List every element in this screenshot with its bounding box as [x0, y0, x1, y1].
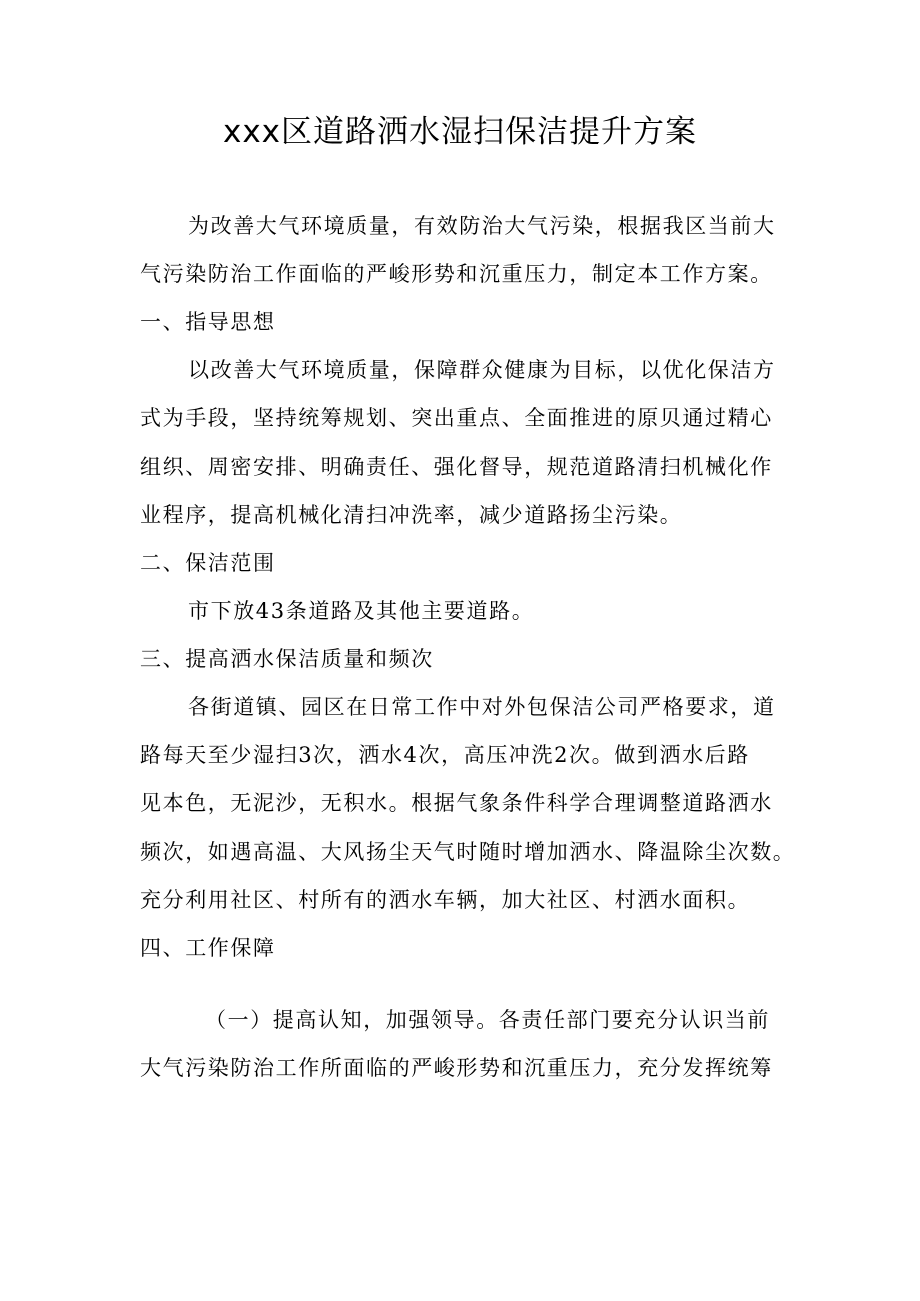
- paragraph-line: 充分利用社区、村所有的洒水车辆，加大社区、村洒水面积。: [140, 888, 751, 912]
- section-heading: 一、指导思想: [140, 310, 276, 334]
- paragraph-line: 式为手段，坚持统筹规划、突出重点、全面推进的原贝通过精心: [140, 406, 773, 430]
- paragraph-line: 为改善大气环境质量，有效防治大气污染，根据我区当前大: [188, 214, 776, 238]
- paragraph-line: 以改善大气环境质量，保障群众健康为目标，以优化保洁方: [188, 358, 776, 382]
- paragraph-line: 业程序，提高机械化清扫冲洗率，减少道路扬尘污染。: [140, 503, 683, 527]
- paragraph-line: 大气污染防治工作所面临的严峻形势和沉重压力，充分发挥统筹: [140, 1056, 773, 1080]
- paragraph-line: 频次，如遇高温、大风扬尘天气时随时增加洒水、降温除尘次数。: [140, 840, 796, 864]
- paragraph-line: 组织、周密安排、明确责任、强化督导，规范道路清扫机械化作: [140, 455, 773, 479]
- paragraph-line: 气污染防治工作面临的严峻形势和沉重压力，制定本工作方案。: [140, 262, 773, 286]
- document-title: xxx区道路洒水湿扫保洁提升方案: [222, 114, 698, 150]
- paragraph-line: 市下放43条道路及其他主要道路。: [188, 599, 535, 623]
- paragraph-line: 各街道镇、园区在日常工作中对外包保洁公司严格要求，道: [188, 695, 776, 719]
- section-heading: 三、提高洒水保洁质量和频次: [140, 647, 434, 671]
- paragraph-line: 见本色，无泥沙，无积水。根据气象条件科学合理调整道路洒水: [140, 791, 773, 815]
- section-heading: 四、工作保障: [140, 936, 276, 960]
- section-heading: 二、保洁范围: [140, 551, 276, 575]
- paragraph-line: 路每天至少湿扫3次，洒水4次，高压冲洗2次。做到洒水后路: [140, 743, 750, 767]
- paragraph-line: （一）提高认知，加强领导。各责任部门要充分认识当前: [205, 1008, 770, 1032]
